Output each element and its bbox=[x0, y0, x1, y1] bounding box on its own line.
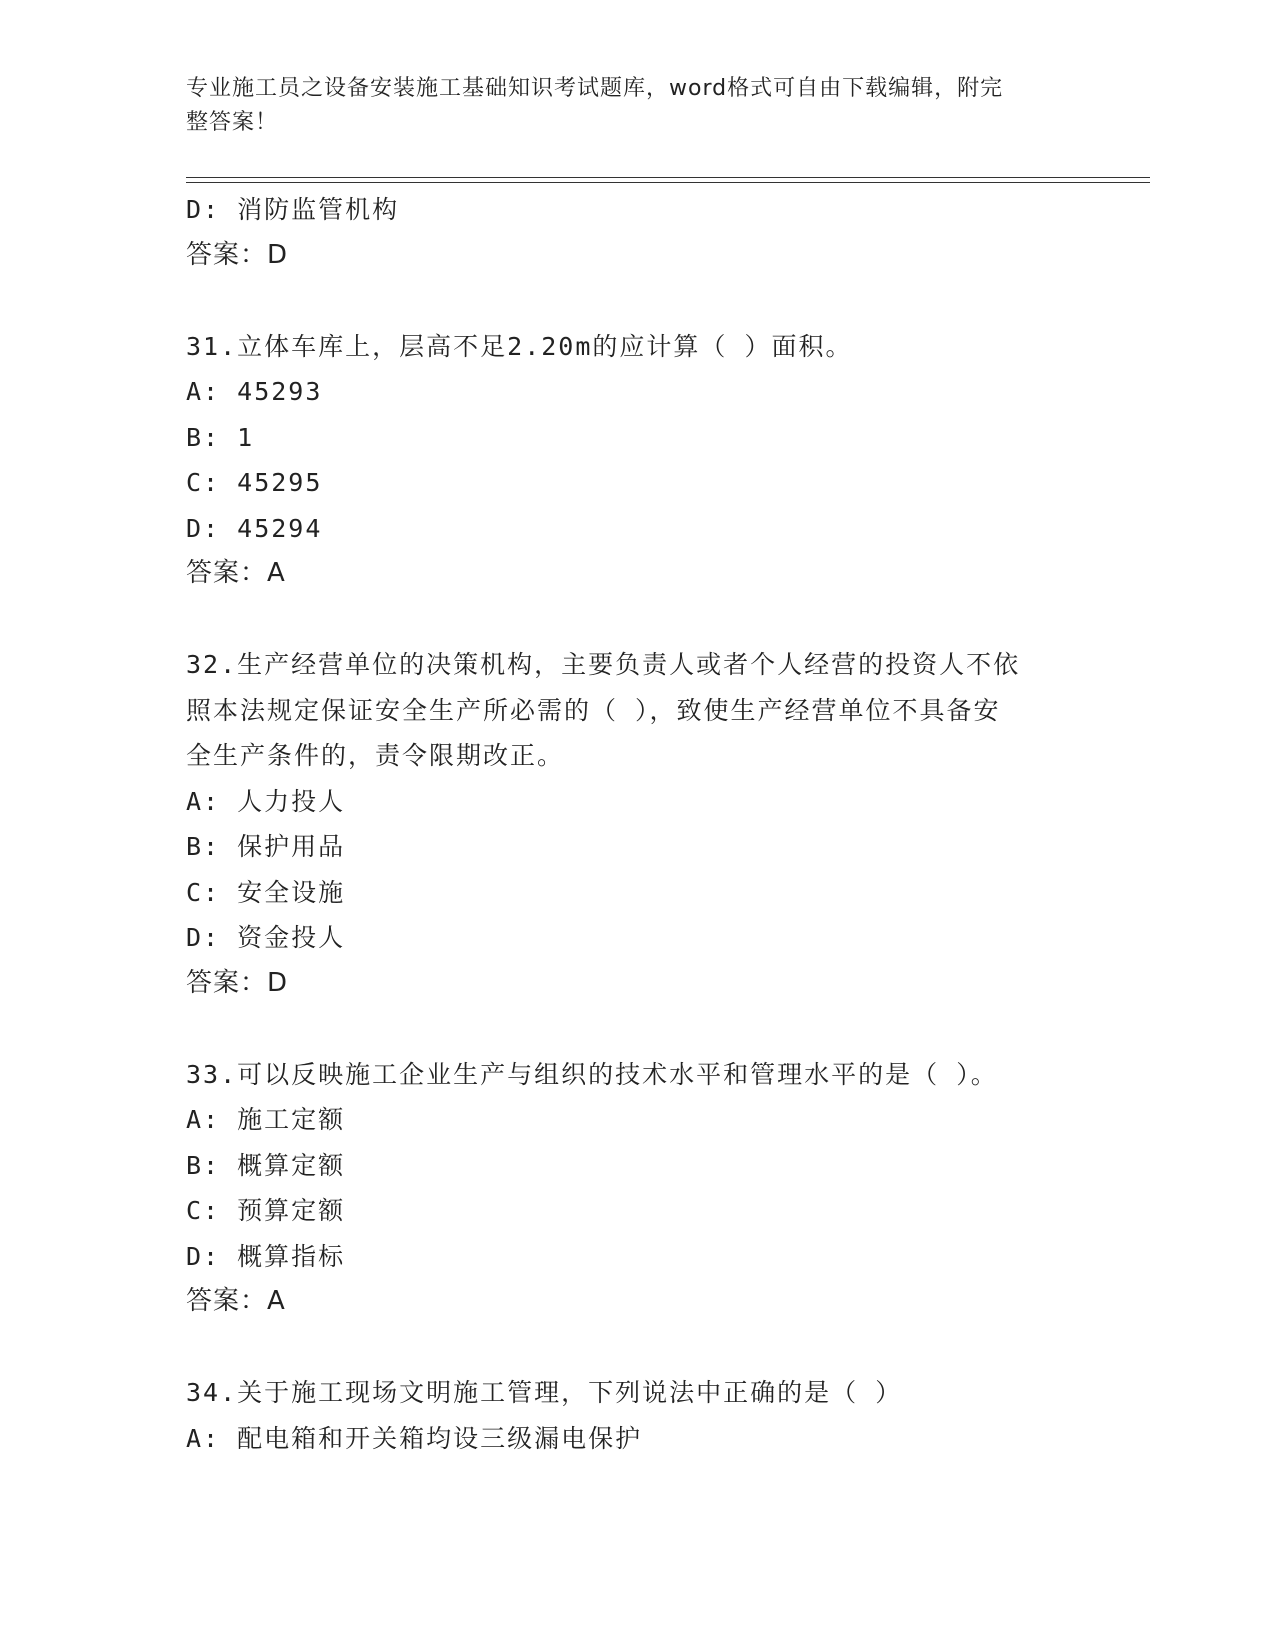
question-stem-line: 32.生产经营单位的决策机构，主要负责人或者个人经营的投资人不依 bbox=[186, 650, 1021, 679]
header-line-1: 专业施工员之设备安装施工基础知识考试题库，word格式可自由下载编辑，附完 bbox=[186, 76, 1004, 101]
option-a: A: 45293 bbox=[186, 377, 323, 406]
document-header bbox=[186, 72, 1066, 140]
spacer bbox=[186, 1325, 1086, 1371]
question-stem-line: 34.关于施工现场文明施工管理，下列说法中正确的是（ ） bbox=[186, 1378, 903, 1407]
question-block-32 bbox=[186, 642, 1086, 1006]
question-block-33 bbox=[186, 1052, 1086, 1325]
spacer bbox=[186, 597, 1086, 643]
answer-line: 答案：D bbox=[186, 967, 289, 998]
answer-line: 答案：A bbox=[186, 558, 286, 588]
option-b: B: 概算定额 bbox=[186, 1150, 346, 1180]
option-d: D: 概算指标 bbox=[186, 1241, 346, 1271]
question-block-31 bbox=[186, 324, 1086, 597]
spacer bbox=[186, 1006, 1086, 1052]
option-a: A: 人力投人 bbox=[186, 786, 346, 816]
question-stem-line: 照本法规定保证安全生产所必需的（ ），致使生产经营单位不具备安 bbox=[186, 695, 1001, 725]
option-d: D: 消防监管机构 bbox=[186, 195, 400, 224]
option-a: A: 配电箱和开关箱均设三级漏电保护 bbox=[186, 1423, 643, 1453]
option-b: B: 保护用品 bbox=[186, 832, 346, 861]
spacer bbox=[186, 278, 1086, 324]
option-b: B: 1 bbox=[186, 422, 255, 452]
question-stem-line: 31.立体车库上，层高不足2.20m的应计算（ ）面积。 bbox=[186, 331, 853, 361]
question-block-34 bbox=[186, 1370, 1086, 1461]
header-rule-bottom bbox=[186, 182, 1150, 183]
header-line-2: 整答案！ bbox=[186, 110, 279, 135]
answer-line: 答案：A bbox=[186, 1286, 286, 1316]
option-c: C: 预算定额 bbox=[186, 1196, 346, 1225]
option-c: C: 安全设施 bbox=[186, 877, 346, 907]
question-list bbox=[186, 187, 1086, 1461]
option-d: D: 45294 bbox=[186, 513, 323, 543]
question-stem-line: 全生产条件的，责令限期改正。 bbox=[186, 741, 565, 770]
option-c: C: 45295 bbox=[186, 468, 323, 497]
question-stem-line: 33.可以反映施工企业生产与组织的技术水平和管理水平的是（ ）。 bbox=[186, 1059, 998, 1089]
question-block-prev bbox=[186, 187, 1086, 278]
header-rule-top bbox=[186, 177, 1150, 178]
answer-line: 答案：D bbox=[186, 239, 289, 270]
option-d: D: 资金投人 bbox=[186, 923, 346, 952]
option-a: A: 施工定额 bbox=[186, 1105, 346, 1134]
